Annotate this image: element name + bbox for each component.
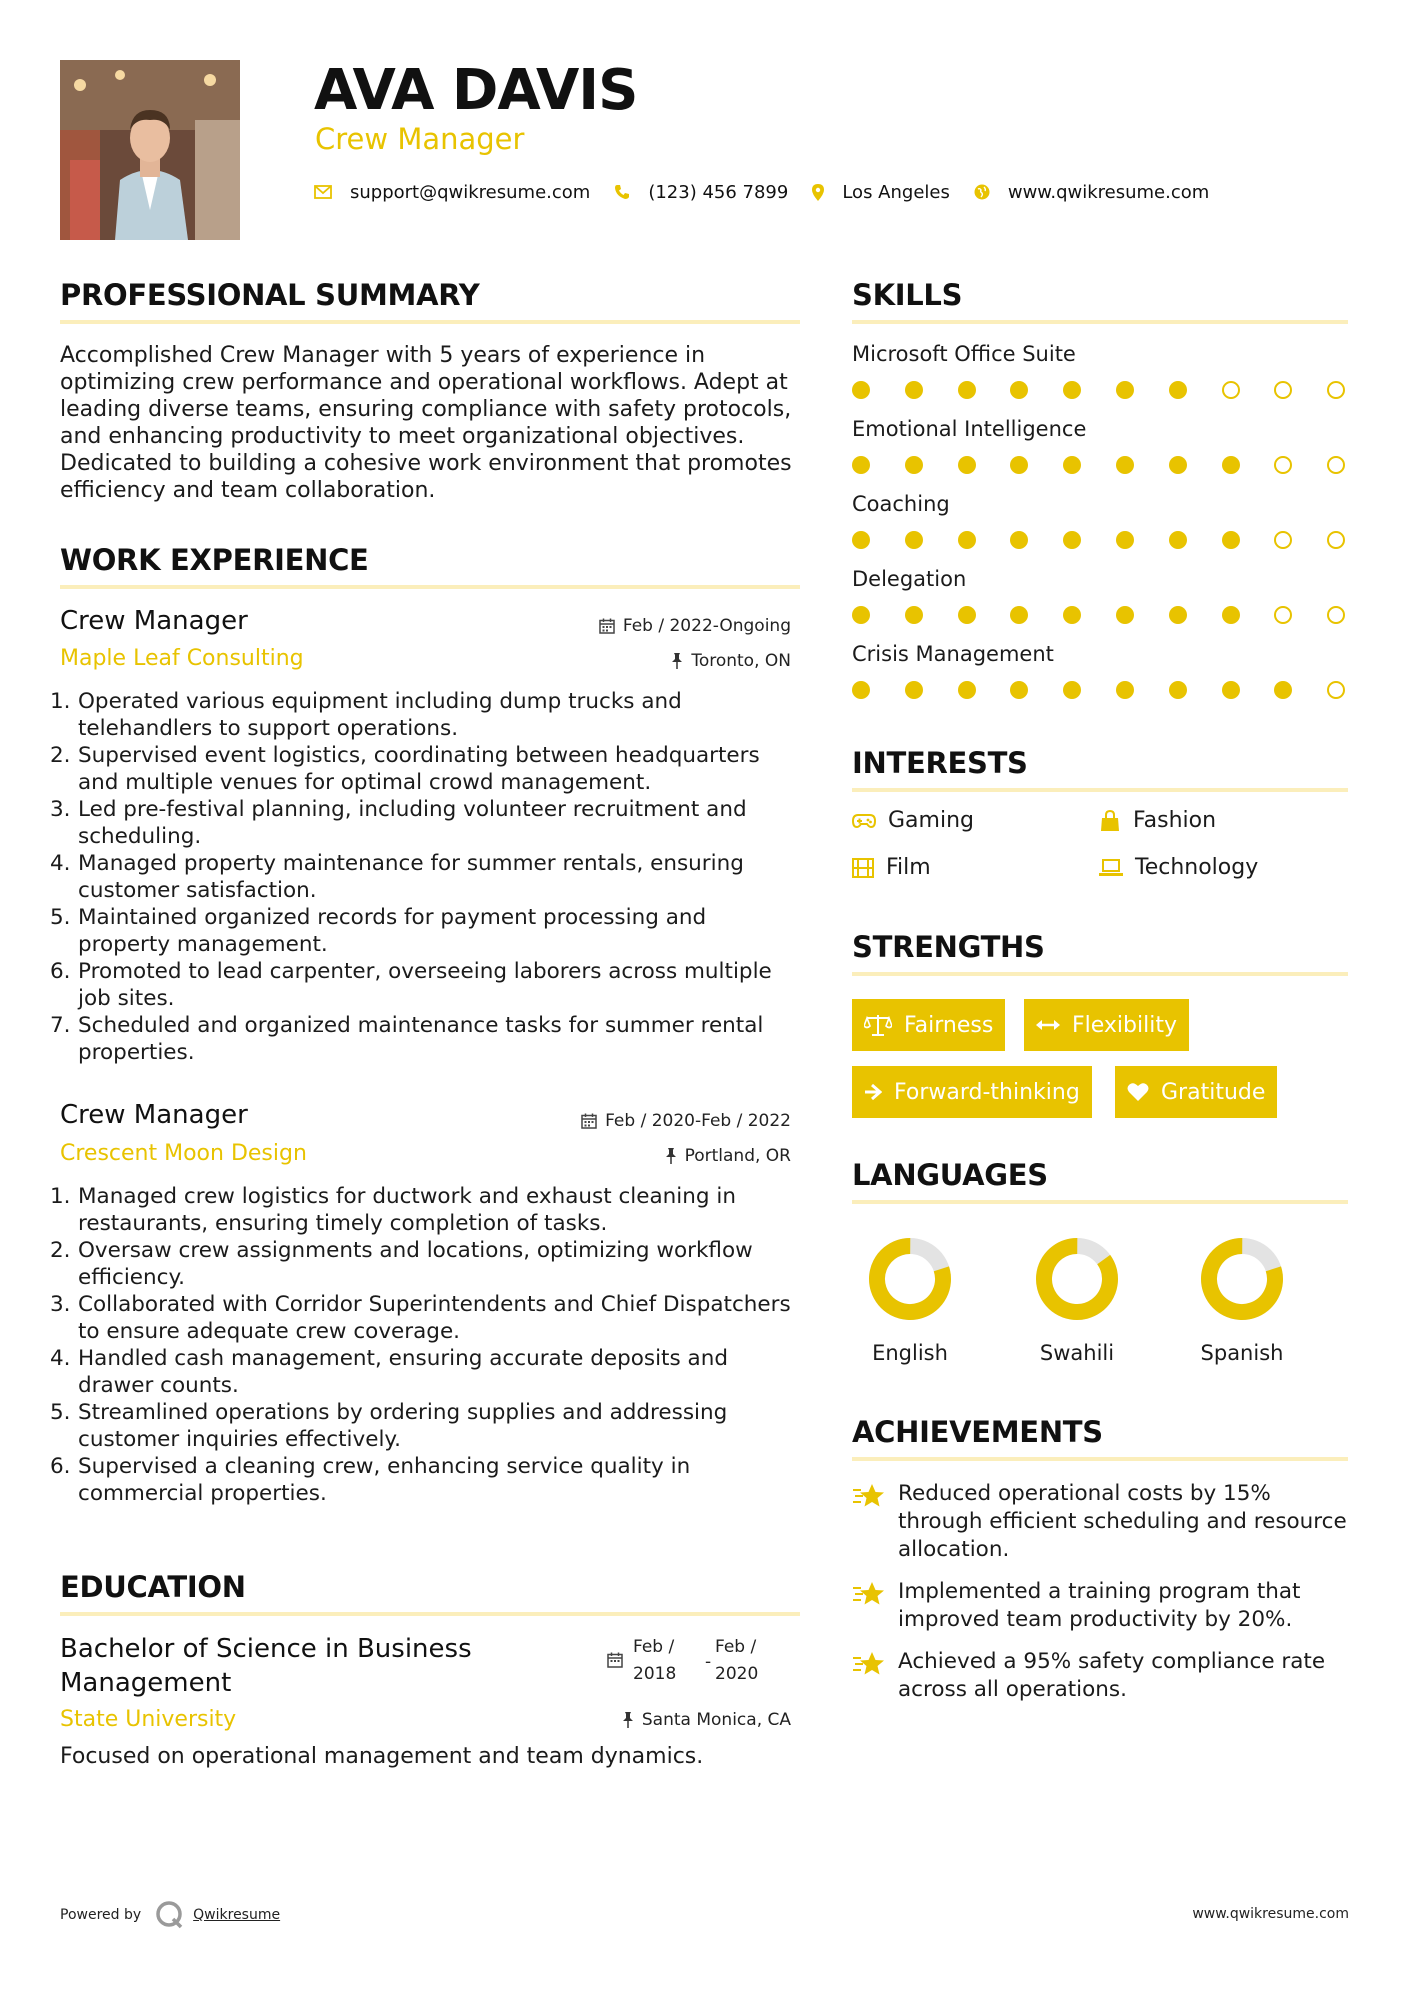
rating-dot-filled [905, 456, 923, 474]
skill-name: Emotional Intelligence [852, 417, 1087, 441]
footer-powered-by [60, 1900, 280, 1930]
job-company: Maple Leaf Consulting [60, 646, 304, 671]
envelope-icon [314, 185, 332, 199]
job-date-text: Feb / 2020-Feb / 2022 [605, 1111, 791, 1131]
job-location [671, 651, 791, 671]
calendar-icon [607, 1652, 623, 1668]
balance-scale-icon [864, 1014, 892, 1036]
star-badge-icon [852, 1482, 888, 1510]
qwikresume-logo-icon [155, 1900, 185, 1930]
list-item: 4. Handled cash management, ensuring accurate deposits and drawer counts. [50, 1346, 728, 1398]
rating-dot-filled [905, 381, 923, 399]
rating-dot-filled [1169, 681, 1187, 699]
rating-dot-filled [1169, 531, 1187, 549]
rating-dot-filled [1116, 381, 1134, 399]
contact-location-text: Los Angeles [842, 181, 950, 203]
language-donut-fill [1200, 1237, 1283, 1320]
skill-rating [852, 456, 1348, 476]
language-name: Swahili [1039, 1341, 1115, 1365]
achievement-text: Implemented a training program that improved team productivity by 20%. [898, 1579, 1301, 1632]
list-item: 1. Operated various equipment including dump trucks and telehandlers to support operations. [50, 689, 682, 741]
contact-website-text: www.qwikresume.com [1007, 181, 1210, 203]
education-date-separator: - [705, 1652, 712, 1672]
rating-dot-filled [1010, 531, 1028, 549]
education-school: State University [60, 1707, 237, 1732]
list-item: 3. Led pre-festival planning, including volunteer recruitment and scheduling. [50, 797, 747, 849]
skill-name: Delegation [852, 567, 967, 591]
job-date [599, 616, 791, 636]
job-title: Crew Manager [60, 1100, 248, 1130]
strength-tag [1115, 1066, 1277, 1118]
map-marker-icon [812, 184, 824, 201]
rating-dot-filled [852, 681, 870, 699]
education-end-date: Feb / 2020 [715, 1637, 759, 1684]
rating-dot-empty [1274, 531, 1292, 549]
rating-dot-filled [958, 456, 976, 474]
rating-dot-filled [1010, 681, 1028, 699]
education-location-text: Santa Monica, CA [641, 1710, 791, 1730]
pushpin-icon [671, 653, 683, 669]
gamepad-icon [852, 813, 876, 829]
contact-location [812, 182, 950, 203]
job-location-text: Toronto, ON [691, 651, 791, 671]
interest-item [1099, 808, 1216, 833]
job-location-text: Portland, OR [684, 1146, 791, 1166]
achievements-heading: ACHIEVEMENTS [852, 1415, 1103, 1449]
profile-photo [60, 60, 240, 240]
education-heading: EDUCATION [60, 1570, 246, 1604]
interests-divider [852, 788, 1348, 792]
achievement-text: Reduced operational costs by 15% through efficient scheduling and resource allocation. [898, 1481, 1347, 1562]
strength-label: Flexibility [1072, 1012, 1177, 1038]
interest-label: Technology [1135, 855, 1259, 880]
powered-by-label: Powered by [60, 1907, 142, 1923]
rating-dot-filled [1222, 456, 1240, 474]
rating-dot-empty [1327, 456, 1345, 474]
candidate-role: Crew Manager [315, 122, 525, 156]
education-divider [60, 1612, 800, 1616]
list-item: 4. Managed property maintenance for summer rentals, ensuring customer satisfaction. [50, 851, 744, 903]
rating-dot-filled [905, 681, 923, 699]
languages-heading: LANGUAGES [852, 1158, 1048, 1192]
list-item: 7. Scheduled and organized maintenance tasks for summer rental properties. [50, 1013, 764, 1065]
rating-dot-filled [1063, 606, 1081, 624]
star-badge-icon [852, 1650, 888, 1678]
achievement-item [852, 1578, 1352, 1634]
language-donut [850, 1232, 970, 1326]
skill-name: Coaching [852, 492, 950, 516]
rating-dot-filled [1063, 681, 1081, 699]
job-date-text: Feb / 2022-Ongoing [622, 616, 791, 636]
calendar-icon [599, 618, 615, 634]
skill-rating [852, 531, 1348, 551]
job-title: Crew Manager [60, 606, 248, 636]
list-item: 5. Maintained organized records for payment processing and property management. [50, 905, 707, 957]
skill-name: Microsoft Office Suite [852, 342, 1076, 366]
list-item: 2. Supervised event logistics, coordinating between headquarters and multiple venues for optimal crowd management. [50, 743, 760, 795]
rating-dot-filled [1063, 381, 1081, 399]
interest-item [852, 808, 974, 833]
rating-dot-empty [1274, 606, 1292, 624]
rating-dot-filled [1010, 456, 1028, 474]
summary-heading: PROFESSIONAL SUMMARY [60, 278, 480, 312]
job-bullets [50, 688, 800, 1066]
laptop-icon [1099, 859, 1123, 877]
rating-dot-empty [1327, 531, 1345, 549]
pushpin-icon [622, 1712, 634, 1728]
job-location [665, 1146, 791, 1166]
interest-label: Fashion [1133, 808, 1217, 833]
rating-dot-filled [1116, 531, 1134, 549]
skill-rating [852, 606, 1348, 626]
achievement-item [852, 1648, 1352, 1704]
footer-url[interactable]: www.qwikresume.com [1192, 1906, 1349, 1922]
rating-dot-filled [905, 606, 923, 624]
strength-tag [852, 999, 1005, 1051]
rating-dot-filled [1116, 456, 1134, 474]
language-donut [1017, 1232, 1137, 1326]
rating-dot-filled [1222, 606, 1240, 624]
contact-bar [314, 178, 1233, 206]
arrow-right-icon [864, 1083, 882, 1101]
language-name: English [872, 1341, 948, 1365]
rating-dot-filled [852, 456, 870, 474]
rating-dot-filled [905, 531, 923, 549]
pushpin-icon [665, 1148, 677, 1164]
brand-link[interactable]: Qwikresume [193, 1907, 281, 1923]
shopping-bag-icon [1099, 810, 1121, 832]
languages-divider [852, 1200, 1348, 1204]
strength-label: Gratitude [1161, 1079, 1266, 1105]
achievement-item [852, 1480, 1352, 1564]
rating-dot-filled [1063, 456, 1081, 474]
contact-phone[interactable] [614, 182, 788, 203]
strength-tag [852, 1066, 1092, 1118]
education-description: Focused on operational management and team dynamics. [60, 1744, 704, 1769]
education-location [622, 1710, 791, 1730]
interests-heading: INTERESTS [852, 746, 1028, 780]
skills-heading: SKILLS [852, 278, 963, 312]
rating-dot-filled [958, 381, 976, 399]
rating-dot-filled [1169, 456, 1187, 474]
language-name: Spanish [1200, 1341, 1284, 1365]
contact-website[interactable] [974, 182, 1209, 203]
strength-label: Fairness [904, 1012, 994, 1038]
rating-dot-filled [1222, 531, 1240, 549]
interest-item [1099, 855, 1258, 880]
rating-dot-filled [1063, 531, 1081, 549]
education-start-date: Feb / 2018 [633, 1637, 677, 1684]
rating-dot-filled [958, 606, 976, 624]
rating-dot-filled [1116, 681, 1134, 699]
rating-dot-filled [958, 531, 976, 549]
summary-divider [60, 320, 800, 324]
job-company: Crescent Moon Design [60, 1141, 307, 1166]
achievements-divider [852, 1457, 1348, 1461]
rating-dot-filled [852, 531, 870, 549]
rating-dot-empty [1327, 681, 1345, 699]
experience-divider [60, 585, 800, 589]
contact-email-text: support@qwikresume.com [350, 181, 591, 203]
list-item: 5. Streamlined operations by ordering supplies and addressing customer inquiries effectively. [50, 1400, 728, 1452]
skill-name: Crisis Management [852, 642, 1054, 666]
language-donut-fill [868, 1237, 951, 1320]
language-donut [1182, 1232, 1302, 1326]
heart-icon [1127, 1082, 1149, 1102]
education-degree: Bachelor of Science in Business Management [60, 1634, 472, 1698]
rating-dot-filled [1169, 381, 1187, 399]
list-item: 6. Promoted to lead carpenter, overseeing laborers across multiple job sites. [50, 959, 772, 1011]
rating-dot-filled [1010, 606, 1028, 624]
interest-label: Film [886, 855, 931, 880]
rating-dot-empty [1274, 456, 1292, 474]
rating-dot-filled [852, 606, 870, 624]
experience-heading: WORK EXPERIENCE [60, 543, 369, 577]
rating-dot-filled [1116, 606, 1134, 624]
skill-rating [852, 681, 1348, 701]
rating-dot-filled [1222, 681, 1240, 699]
strengths-heading: STRENGTHS [852, 930, 1045, 964]
rating-dot-filled [852, 381, 870, 399]
summary-text: Accomplished Crew Manager with 5 years of experience in optimizing crew performance and operational workflows. Adept at leading diverse teams, ensuring compliance with safety protocols, and enhancing productivity to meet organizational objectives. Dedicated to building a cohesive work environment that promotes efficiency and team collaboration. [60, 343, 792, 503]
film-icon [852, 858, 874, 878]
rating-dot-filled [1169, 606, 1187, 624]
candidate-name: AVA DAVIS [314, 58, 638, 123]
job-date [581, 1111, 791, 1131]
star-badge-icon [852, 1580, 888, 1608]
list-item: 1. Managed crew logistics for ductwork and exhaust cleaning in restaurants, ensuring timely completion of tasks. [50, 1184, 736, 1236]
achievement-text: Achieved a 95% safety compliance rate across all operations. [898, 1649, 1326, 1702]
list-item: 2. Oversaw crew assignments and locations, optimizing workflow efficiency. [50, 1238, 753, 1290]
rating-dot-filled [958, 681, 976, 699]
skills-divider [852, 320, 1348, 324]
interest-item [852, 855, 931, 880]
calendar-icon [581, 1113, 597, 1129]
job-bullets [50, 1183, 800, 1507]
arrows-horizontal-icon [1036, 1018, 1060, 1032]
list-item: 3. Collaborated with Corridor Superintendents and Chief Dispatchers to ensure adequate crew coverage. [50, 1292, 791, 1344]
strength-label: Forward-thinking [894, 1079, 1080, 1105]
globe-icon [974, 184, 990, 200]
skill-rating [852, 381, 1348, 401]
interest-label: Gaming [888, 808, 974, 833]
rating-dot-filled [1010, 381, 1028, 399]
rating-dot-empty [1327, 606, 1345, 624]
rating-dot-filled [1274, 681, 1292, 699]
phone-icon [614, 184, 630, 200]
language-donut-fill [1031, 1233, 1123, 1325]
strength-tag [1024, 999, 1189, 1051]
list-item: 6. Supervised a cleaning crew, enhancing service quality in commercial properties. [50, 1454, 691, 1506]
rating-dot-empty [1222, 381, 1240, 399]
strengths-divider [852, 972, 1348, 976]
contact-email[interactable] [314, 182, 590, 203]
rating-dot-empty [1274, 381, 1292, 399]
rating-dot-empty [1327, 381, 1345, 399]
contact-phone-text: (123) 456 7899 [648, 181, 789, 203]
